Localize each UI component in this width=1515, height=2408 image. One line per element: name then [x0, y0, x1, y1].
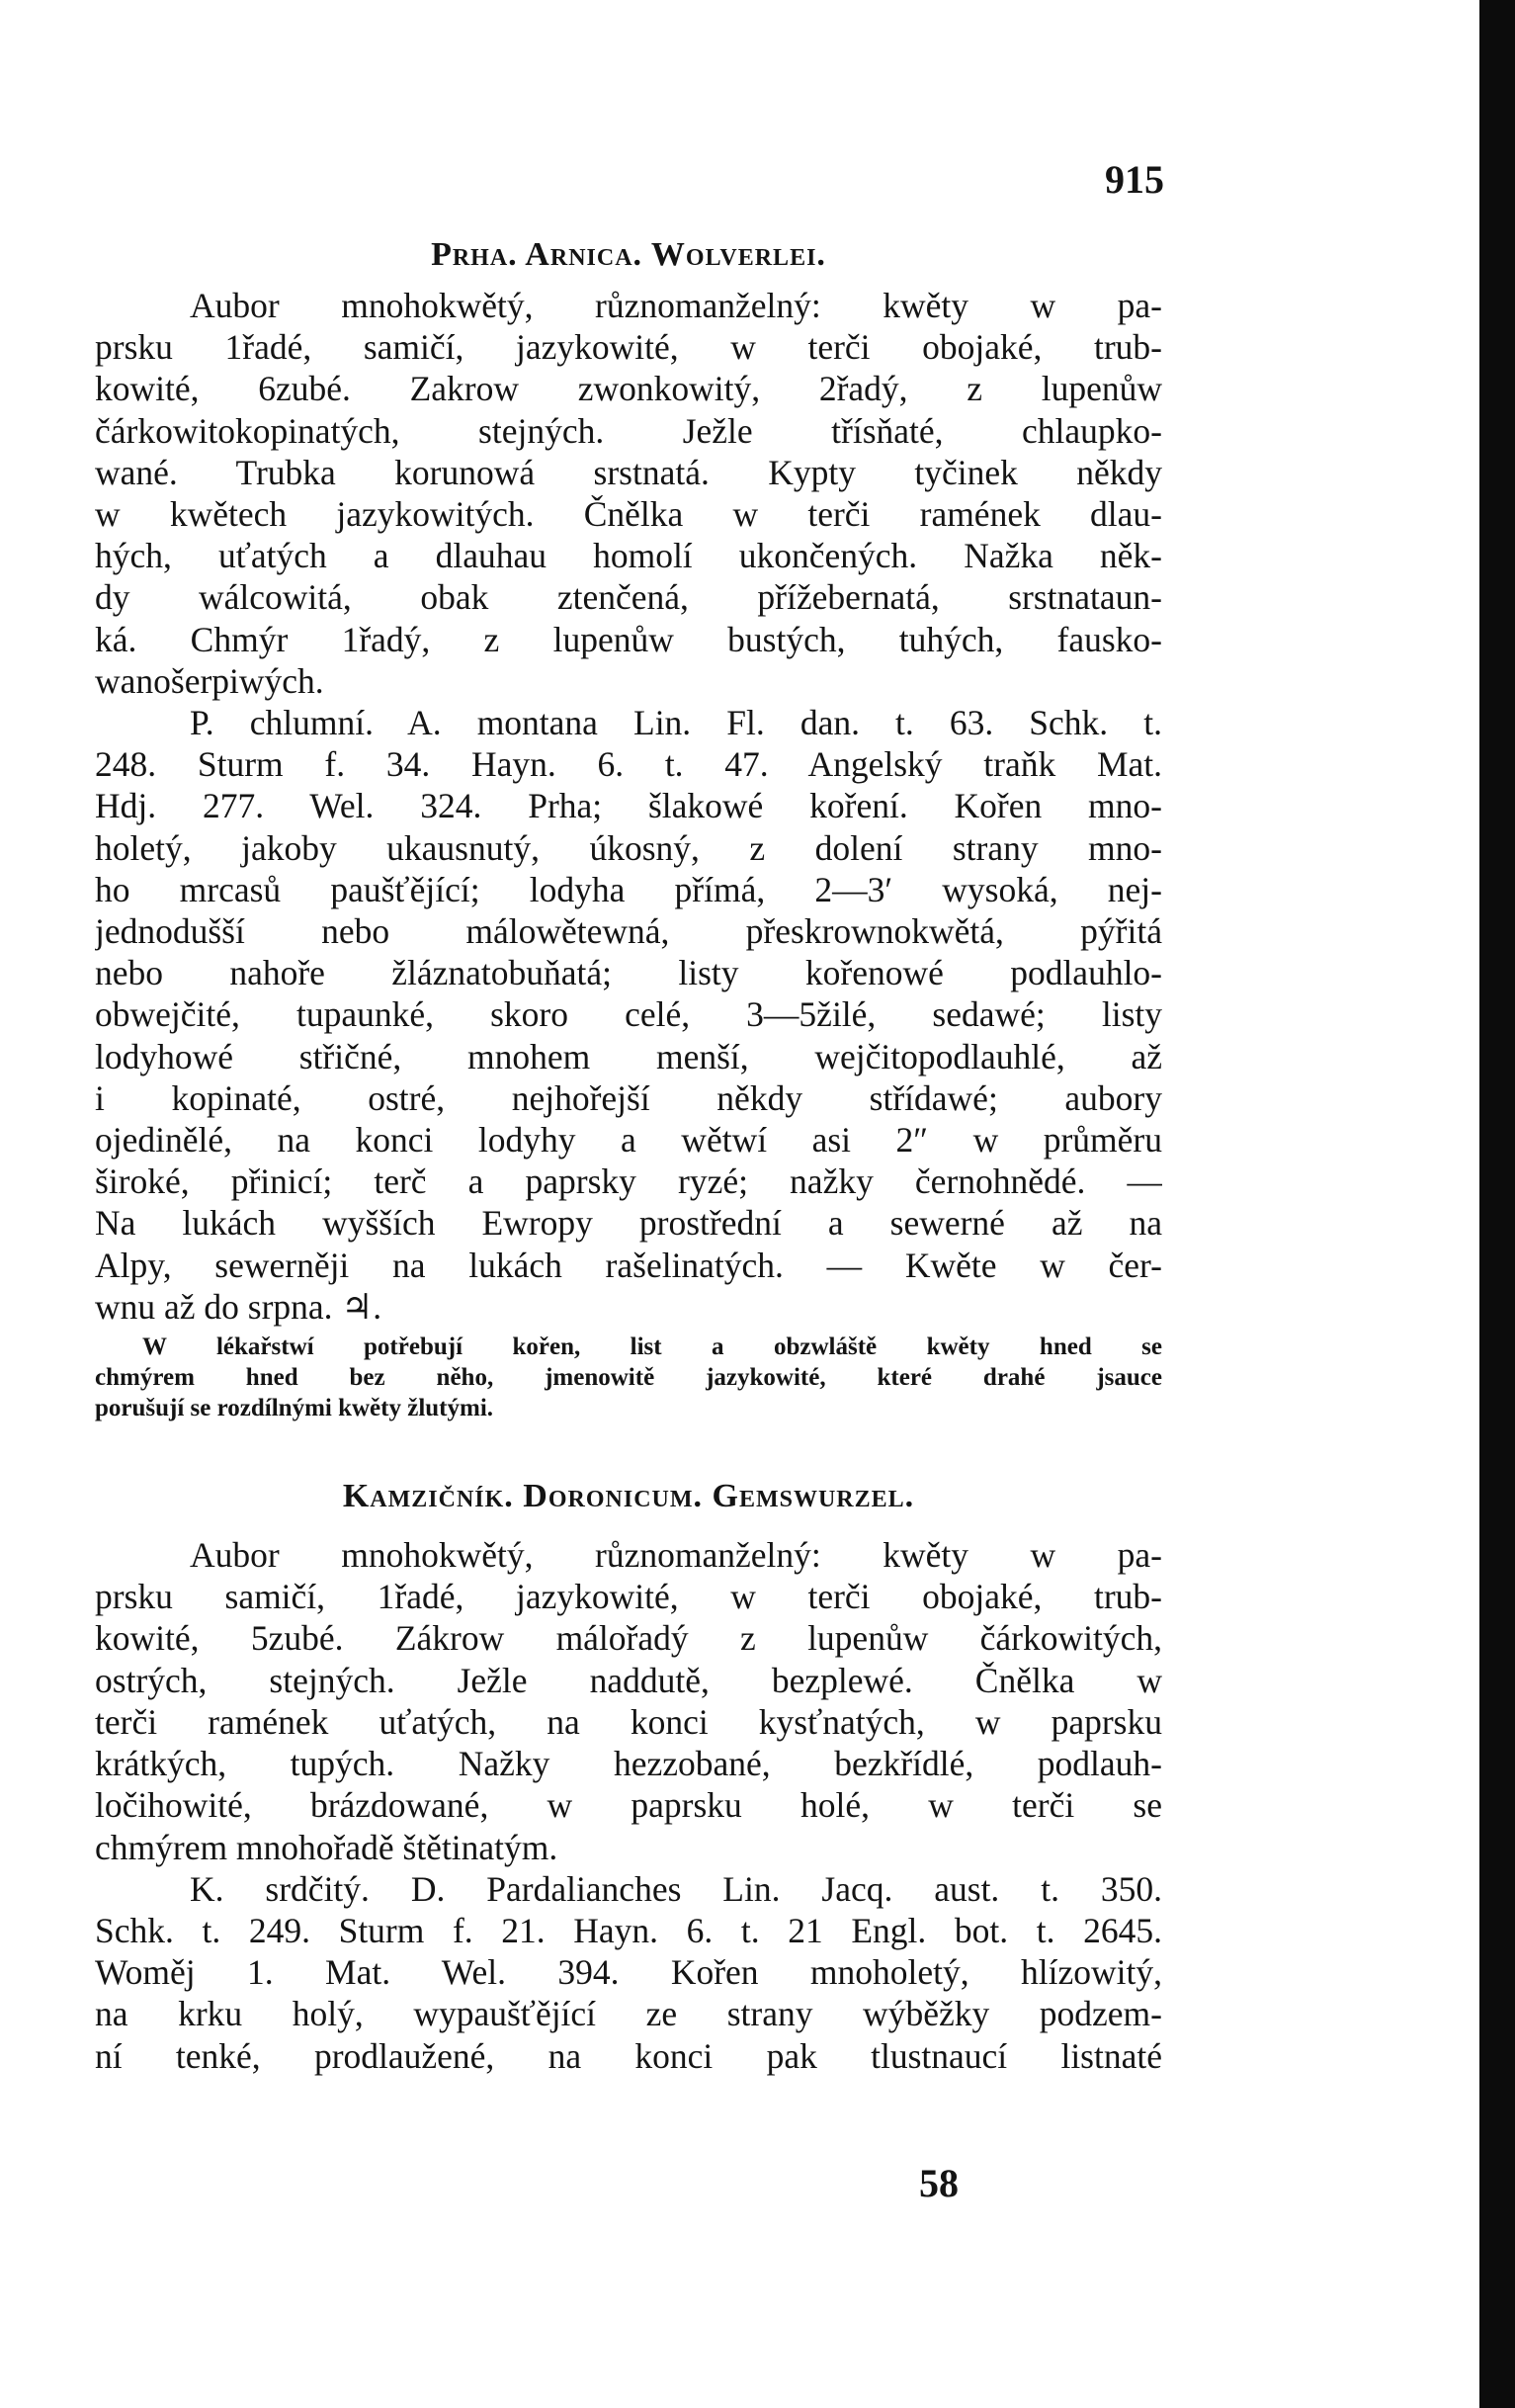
text-line: dy wálcowitá, obak ztenčená, přížebernatá, srstnataun-	[95, 577, 1162, 618]
signature-mark: 58	[919, 2161, 959, 2205]
text-line: wnu až do srpna. ♃.	[95, 1286, 382, 1327]
text-line: ká. Chmýr 1řadý, z lupenůw bustých, tuhých, fausko-	[95, 619, 1162, 659]
text-line: lodyhowé střičné, mnohem menší, wejčitopodlauhlé, až	[95, 1036, 1162, 1076]
text-line: Alpy, sewerněji na lukách rašelinatých. — Kwěte w čer-	[95, 1245, 1162, 1285]
text-column	[95, 225, 1162, 2077]
text-line: K. srdčitý. D. Pardalianches Lin. Jacq. aust. t. 350.	[190, 1868, 1162, 1909]
text-line: holetý, jakoby ukausnutý, úkosný, z dolení strany mno-	[95, 827, 1162, 868]
text-line: na krku holý, wypaušťějící ze strany wýběžky podzem-	[95, 1994, 1162, 2034]
doronicum-description	[95, 1534, 1162, 1868]
text-line: w kwětech jazykowitých. Čnělka w terči ramének dlau-	[95, 494, 1162, 535]
arnica-note	[95, 1332, 1162, 1423]
arnica-description	[95, 285, 1162, 702]
text-line: nebo nahoře žláznatobuňatá; listy kořenowé podlauhlo-	[95, 953, 1162, 993]
text-line: 248. Sturm f. 34. Hayn. 6. t. 47. Angelský traňk Mat.	[95, 744, 1162, 785]
text-line: hých, uťatých a dlauhau homolí ukončených. Nažka něk-	[95, 536, 1162, 576]
text-line: jednodušší nebo málowětewná, přeskrownokwětá, pýřitá	[95, 911, 1162, 952]
text-line: Schk. t. 249. Sturm f. 21. Hayn. 6. t. 21 Engl. bot. t. 2645.	[95, 1910, 1162, 1950]
text-line: ho mrcasů paušťějící; lodyha přímá, 2—3′ wysoká, nej-	[95, 869, 1162, 909]
text-line: porušují se rozdílnými kwěty žlutými.	[95, 1395, 494, 1422]
text-line: Na lukách wyšších Ewropy prostřední a sewerné až na	[95, 1203, 1162, 1244]
section-heading-arnica: Prha. Arnica. Wolverlei.	[431, 236, 826, 273]
text-line: P. chlumní. A. montana Lin. Fl. dan. t. 63. Schk. t.	[190, 703, 1162, 743]
text-line: prsku samičí, 1řadé, jazykowité, w terči obojaké, trub-	[95, 1577, 1162, 1617]
section-heading-doronicum: Kamzičník. Doronicum. Gemswurzel.	[342, 1478, 915, 1515]
text-line: kowité, 6zubé. Zakrow zwonkowitý, 2řadý, z lupenůw	[95, 369, 1162, 409]
text-line: terči ramének uťatých, na konci kysťnatých, w paprsku	[95, 1701, 1162, 1742]
doronicum-species	[95, 1868, 1162, 2077]
text-line: krátkých, tupých. Nažky hezzobané, bezkřídlé, podlauh-	[95, 1744, 1162, 1784]
text-line: W lékařstwí potřebují kořen, list a obzwláště kwěty hned se	[142, 1333, 1162, 1361]
text-line: kowité, 5zubé. Zákrow málořadý z lupenůw čárkowitých,	[95, 1618, 1162, 1659]
text-line: ojedinělé, na konci lodyhy a wětwí asi 2″ w průměru	[95, 1120, 1162, 1161]
text-line: Woměj 1. Mat. Wel. 394. Kořen mnoholetý, hlízowitý,	[95, 1952, 1162, 1993]
page-edge-shadow	[1479, 0, 1515, 2408]
arnica-species	[95, 702, 1162, 1328]
text-line: chmýrem hned bez něho, jmenowitě jazykowité, které drahé jsauce	[95, 1364, 1162, 1392]
text-line: Aubor mnohokwětý, různomanželný: kwěty w pa-	[190, 286, 1162, 325]
text-line: wanošerpiwých.	[95, 660, 324, 701]
text-line: obwejčité, tupaunké, skoro celé, 3—5žilé, sedawé; listy	[95, 994, 1162, 1035]
text-line: i kopinaté, ostré, nejhořejší někdy střídawé; aubory	[95, 1077, 1162, 1118]
text-line: široké, přinicí; terč a paprsky ryzé; nažky černohnědé. —	[95, 1161, 1162, 1202]
text-line: ostrých, stejných. Ježle naddutě, bezplewé. Čnělka w	[95, 1660, 1162, 1700]
text-line: ločihowité, brázdowané, w paprsku holé, w terči se	[95, 1785, 1162, 1826]
page-number: 915	[1105, 157, 1164, 202]
text-line: Hdj. 277. Wel. 324. Prha; šlakowé koření. Kořen mno-	[95, 786, 1162, 826]
text-line: čárkowitokopinatých, stejných. Ježle třísňaté, chlaupko-	[95, 410, 1162, 451]
text-line: wané. Trubka korunowá srstnatá. Kypty tyčinek někdy	[95, 452, 1162, 492]
text-line: ní tenké, prodlaužené, na konci pak tlustnaucí listnaté	[95, 2035, 1162, 2076]
text-line: chmýrem mnohořadě štětinatým.	[95, 1827, 558, 1867]
text-line: prsku 1řadé, samičí, jazykowité, w terči obojaké, trub-	[95, 327, 1162, 368]
text-line: Aubor mnohokwětý, různomanželný: kwěty w pa-	[190, 1535, 1162, 1576]
